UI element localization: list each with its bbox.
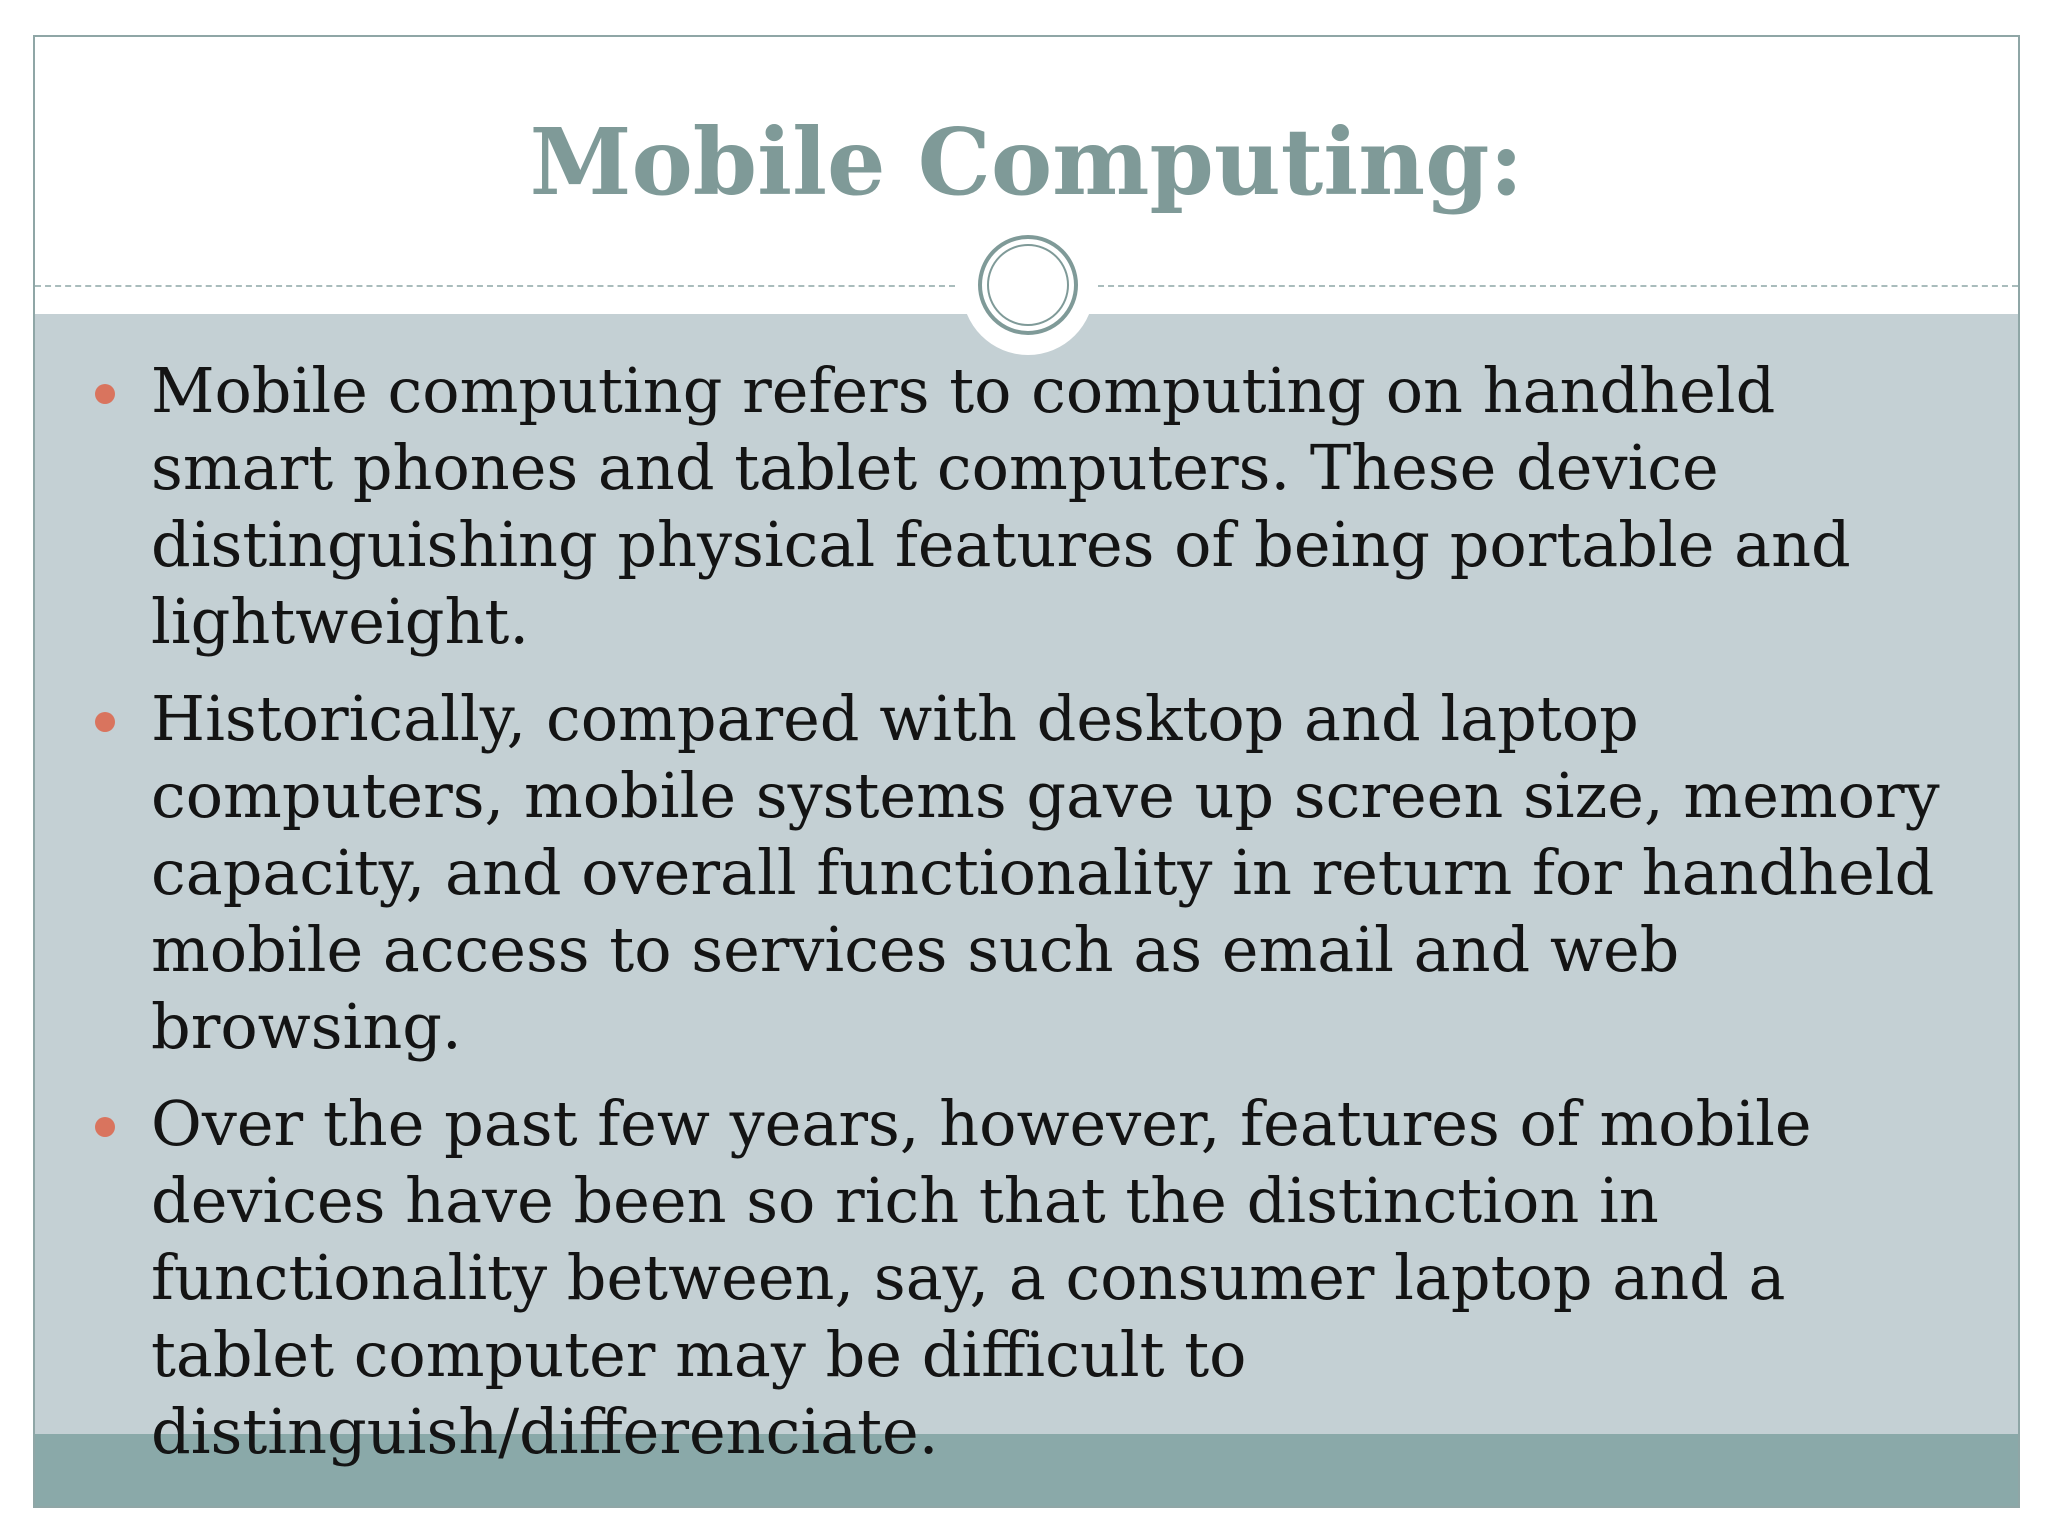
- bullet-item: [35, 680, 2020, 1065]
- bullet-text: Historically, compared with desktop and laptop computers, mobile systems gave up screen size, memory capacity, and overall functionality in return for handheld mobile access to services such as email and web browsing.: [151, 682, 1940, 1063]
- bullet-list: [35, 352, 2020, 1490]
- divider-line-right: [1098, 285, 2018, 287]
- bullet-item: [35, 352, 2020, 660]
- circle-ornament-icon: [976, 233, 1080, 337]
- divider-line-left: [35, 285, 955, 287]
- bullet-dot-icon: [95, 1117, 115, 1137]
- bullet-text: Mobile computing refers to computing on handheld smart phones and tablet computers. These device distinguishing physical features of being portable and lightweight.: [151, 354, 1851, 658]
- slide-title: Mobile Computing:: [529, 108, 1524, 216]
- bullet-text: Over the past few years, however, features of mobile devices have been so rich that the distinction in functionality between, say, a consumer laptop and a tablet computer may be difficult to distinguish/differenciate.: [151, 1087, 1812, 1468]
- slide: [33, 35, 2020, 1508]
- bullet-dot-icon: [95, 712, 115, 732]
- bullet-dot-icon: [95, 384, 115, 404]
- bullet-item: [35, 1085, 2020, 1470]
